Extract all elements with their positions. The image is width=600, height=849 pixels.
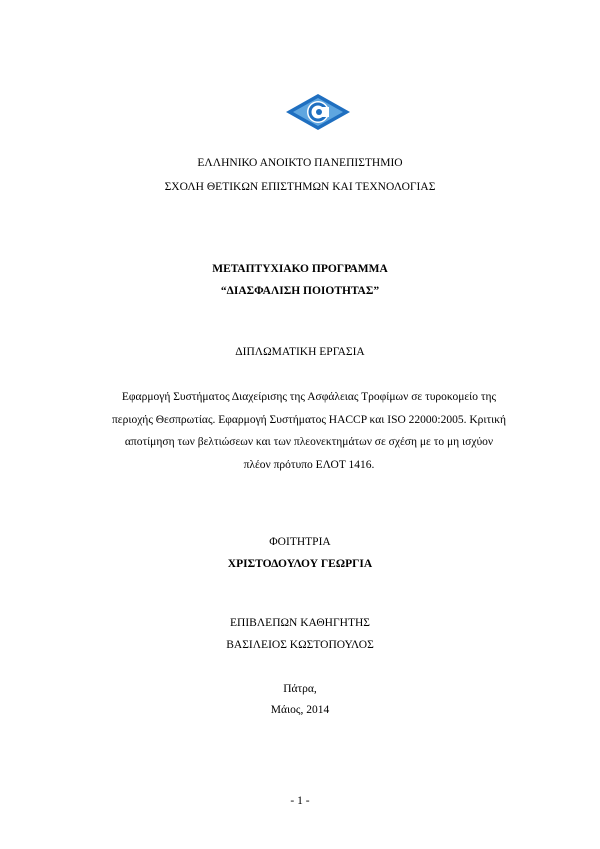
- program-title: ΜΕΤΑΠΤΥΧΙΑΚΟ ΠΡΟΓΡΑΜΜΑ: [212, 263, 388, 275]
- thesis-type: ΔΙΠΛΩΜΑΤΙΚΗ ΕΡΓΑΣΙΑ: [235, 346, 365, 358]
- supervisor-name: ΒΑΣΙΛΕΙΟΣ ΚΩΣΤΟΠΟΥΛΟΣ: [226, 639, 374, 651]
- date: Μάιος, 2014: [270, 704, 330, 716]
- university-logo: [285, 93, 351, 131]
- student-label: ΦΟΙΤΗΤΡΙΑ: [269, 536, 331, 548]
- university-name: ΕΛΛΗΝΙΚΟ ΑΝΟΙΚΤΟ ΠΑΝΕΠΙΣΤΗΜΙΟ: [197, 157, 403, 169]
- student-name: ΧΡΙΣΤΟΔΟΥΛΟΥ ΓΕΩΡΓΙΑ: [227, 558, 373, 570]
- place: Πάτρα,: [283, 683, 317, 695]
- school-name: ΣΧΟΛΗ ΘΕΤΙΚΩΝ ΕΠΙΣΤΗΜΩΝ ΚΑΙ ΤΕΧΝΟΛΟΓΙΑΣ: [164, 181, 436, 193]
- supervisor-label: ΕΠΙΒΛΕΠΩΝ ΚΑΘΗΓΗΤΗΣ: [230, 617, 370, 629]
- page-number: - 1 -: [290, 795, 310, 807]
- program-subtitle: “ΔΙΑΣΦΑΛΙΣΗ ΠΟΙΟΤΗΤΑΣ”: [220, 285, 380, 297]
- thesis-title: Εφαρμογή Συστήματος Διαχείρισης της Ασφάλειας Τροφίμων σε τυροκομείο της περιοχής Θεσπρωτίας. Εφαρμογή Συστήματος HACCP και ISO 22000:2005. Κριτική αποτίμηση των βελτιώσεων και των πλεονεκτημάτων σε σχέση με το μη ισχύον πλέον πρότυπο ΕΛΟΤ 1416.: [111, 391, 507, 471]
